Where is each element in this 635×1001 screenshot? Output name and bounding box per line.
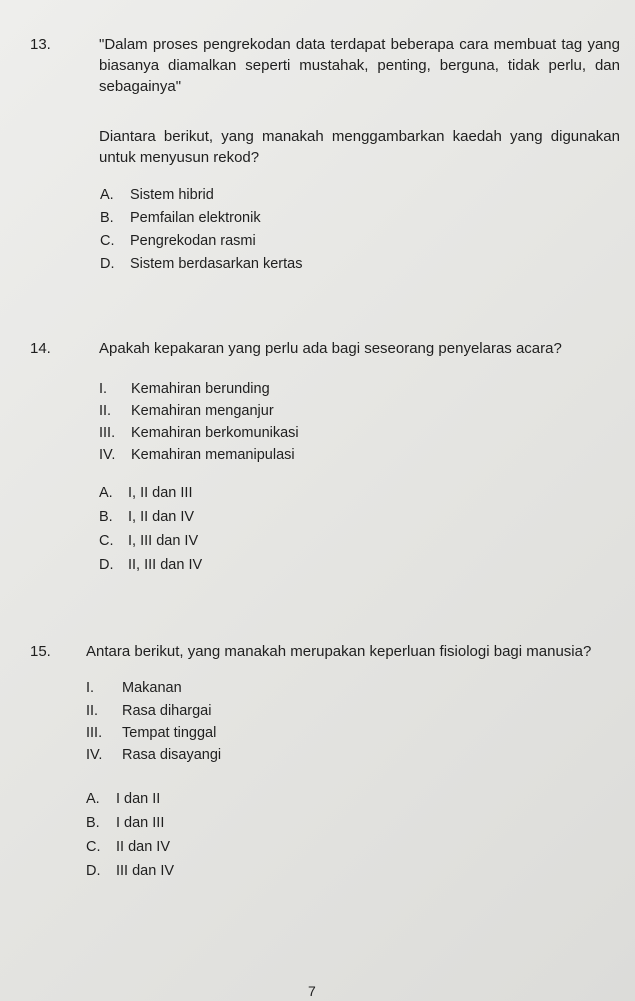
option-text: III dan IV	[116, 863, 175, 879]
option-label: D.	[100, 256, 115, 272]
item-label: I.	[99, 381, 108, 397]
option-text: Sistem berdasarkan kertas	[130, 256, 303, 272]
item-label: III.	[99, 425, 116, 441]
question-number: 14.	[30, 340, 51, 357]
item-label: II.	[99, 403, 112, 419]
option-label: C.	[99, 533, 114, 549]
option-text: Sistem hibrid	[130, 187, 214, 203]
option-label: B.	[100, 210, 114, 226]
option-text: I, III dan IV	[128, 533, 199, 549]
question-number: 15.	[30, 643, 51, 660]
item-label: III.	[86, 725, 103, 741]
option-text: II, III dan IV	[128, 557, 203, 573]
option-label: B.	[86, 815, 100, 831]
item-text: Kemahiran berunding	[131, 381, 270, 397]
item-label: IV.	[99, 447, 116, 463]
item-label: I.	[86, 680, 95, 696]
question-stem: Apakah kepakaran yang perlu ada bagi seseorang penyelaras acara?	[99, 340, 562, 357]
question-stem-line: biasanya diamalkan seperti mustahak, penting, berguna, tidak perlu, dan	[99, 57, 620, 74]
page-number: 7	[308, 983, 316, 999]
question-prompt-line: untuk menyusun rekod?	[99, 149, 260, 166]
option-text: Pemfailan elektronik	[130, 210, 261, 226]
question-number: 13.	[30, 36, 51, 53]
question-stem-line: sebagainya"	[99, 78, 182, 95]
item-text: Rasa dihargai	[122, 703, 212, 719]
option-label: B.	[99, 509, 113, 525]
item-text: Rasa disayangi	[122, 747, 222, 763]
item-text: Tempat tinggal	[122, 725, 217, 741]
option-text: II dan IV	[116, 839, 171, 855]
item-label: IV.	[86, 747, 103, 763]
option-text: I dan III	[116, 815, 165, 831]
option-text: I, II dan IV	[128, 509, 195, 525]
item-text: Kemahiran berkomunikasi	[131, 425, 299, 441]
option-text: I dan II	[116, 791, 161, 807]
option-label: A.	[86, 791, 100, 807]
question-stem: Antara berikut, yang manakah merupakan keperluan fisiologi bagi manusia?	[86, 643, 592, 660]
option-text: Pengrekodan rasmi	[130, 233, 256, 249]
option-label: D.	[86, 863, 101, 879]
option-label: D.	[99, 557, 114, 573]
option-label: A.	[99, 485, 113, 501]
option-label: A.	[100, 187, 114, 203]
question-prompt-line: Diantara berikut, yang manakah menggambarkan kaedah yang digunakan	[99, 128, 620, 145]
item-text: Kemahiran menganjur	[131, 403, 274, 419]
option-label: C.	[86, 839, 101, 855]
item-text: Kemahiran memanipulasi	[131, 447, 295, 463]
option-label: C.	[100, 233, 115, 249]
question-stem-line: "Dalam proses pengrekodan data terdapat beberapa cara membuat tag yang	[99, 36, 620, 53]
item-label: II.	[86, 703, 99, 719]
item-text: Makanan	[122, 680, 182, 696]
option-text: I, II dan III	[128, 485, 193, 501]
